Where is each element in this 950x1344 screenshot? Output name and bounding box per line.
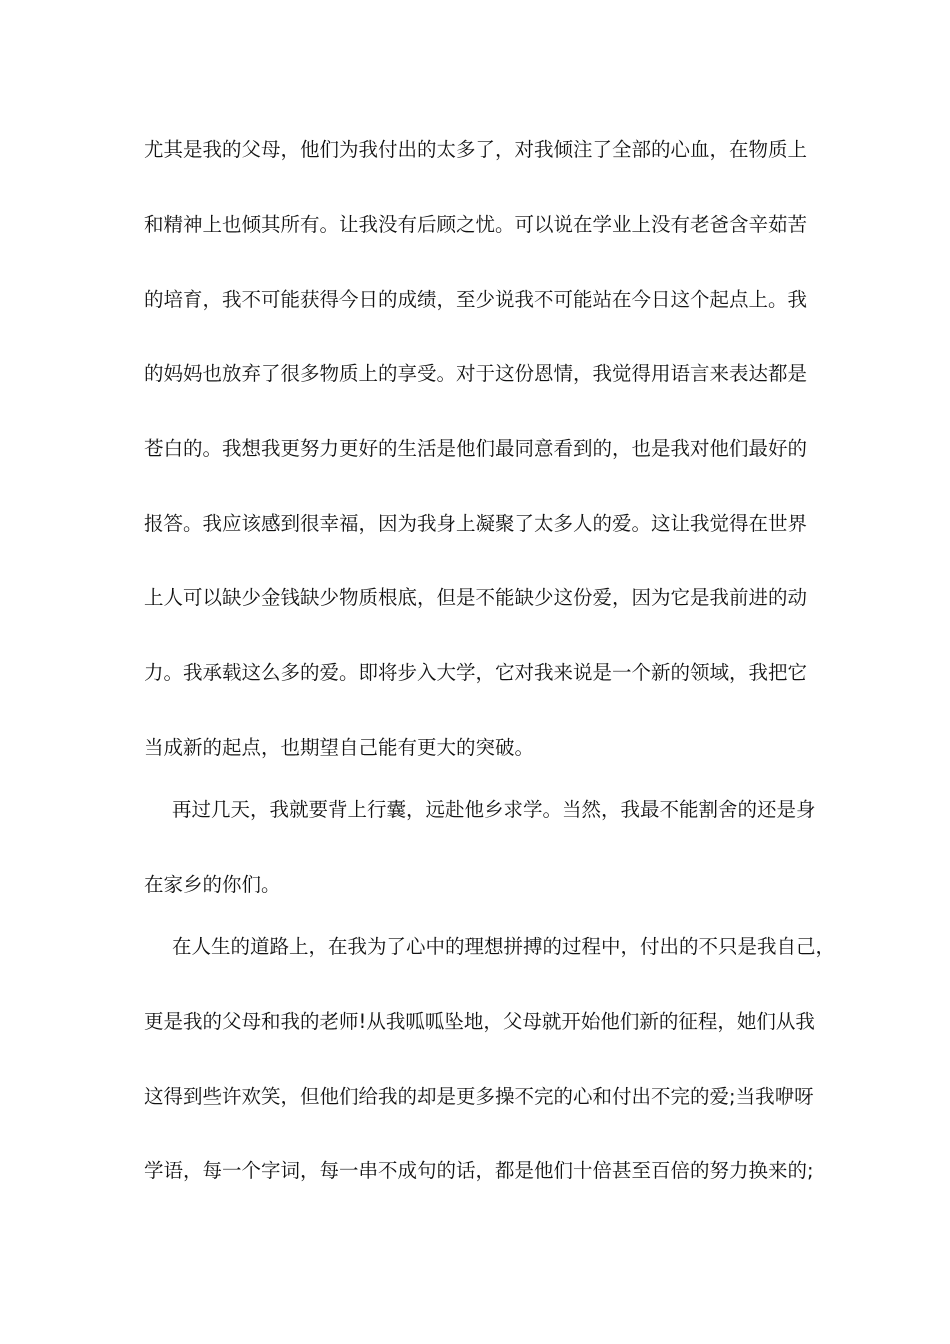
text-line-7: 上人可以缺少金钱缺少物质根底，但是不能缺少这份爱，因为它是我前进的动 — [144, 586, 808, 609]
text-line-1: 尤其是我的父母，他们为我付出的太多了，对我倾注了全部的心血，在物质上 — [144, 138, 808, 161]
text-line-9: 当成新的起点，也期望自己能有更大的突破。 — [144, 736, 535, 759]
text-line-15: 学语，每一个字词，每一串不成句的话，都是他们十倍甚至百倍的努力换来的; — [144, 1159, 814, 1182]
text-line-13: 更是我的父母和我的老师!从我呱呱坠地，父母就开始他们新的征程，她们从我 — [144, 1010, 815, 1033]
text-line-4: 的妈妈也放弃了很多物质上的享受。对于这份恩情，我觉得用语言来表达都是 — [144, 362, 808, 385]
text-line-3: 的培育，我不可能获得今日的成绩，至少说我不可能站在今日这个起点上。我 — [144, 288, 808, 311]
text-line-11: 在家乡的你们。 — [144, 873, 281, 896]
text-line-5: 苍白的。我想我更努力更好的生活是他们最同意看到的，也是我对他们最好的 — [144, 437, 808, 460]
text-line-12: 在人生的道路上，在我为了心中的理想拼搏的过程中，付出的不只是我自己， — [172, 935, 836, 958]
text-line-2: 和精神上也倾其所有。让我没有后顾之忧。可以说在学业上没有老爸含辛茹苦 — [144, 213, 808, 236]
text-line-10: 再过几天，我就要背上行囊，远赴他乡求学。当然，我最不能割舍的还是身 — [172, 798, 816, 821]
text-line-6: 报答。我应该感到很幸福，因为我身上凝聚了太多人的爱。这让我觉得在世界 — [144, 512, 808, 535]
text-line-14: 这得到些许欢笑，但他们给我的却是更多操不完的心和付出不完的爱;当我咿呀 — [144, 1085, 814, 1108]
text-line-8: 力。我承载这么多的爱。即将步入大学，它对我来说是一个新的领域，我把它 — [144, 661, 808, 684]
